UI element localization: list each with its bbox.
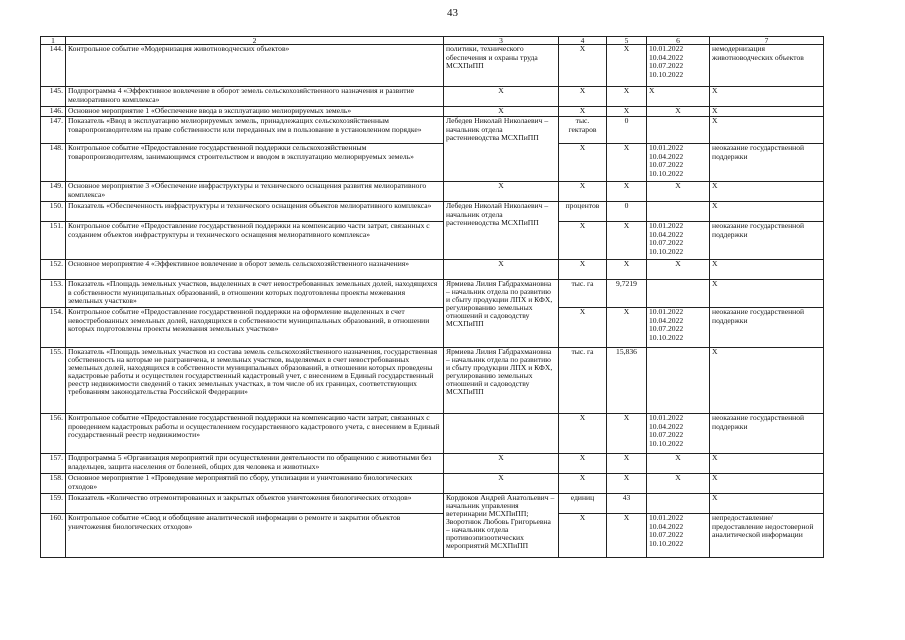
row-name: Показатель «Площадь земельных участков из состава земель сельскохозяйственного назначения, государственная собственность на которые не разграничена, и земельных участков, выделяемых в счет невостребованных земельных долей, находящихся в собственности муниципальных образований, в отношении которых проведены кадастровые работы и осуществлен государственный кадастровый учет, с внесением в Единый государственный реестр недвижимости сведений о таких земельных участках, в том числе об их границах, соответствующих требованиям законодательства Российской Федерации» <box>66 348 444 414</box>
row-risk: непредоставление/предоставление недостоверной аналитической информации <box>710 514 824 558</box>
row-name: Показатель «Обеспеченность инфраструктуры и технического оснащения объектов мелиоративного комплекса» <box>66 202 444 222</box>
row-number: 160. <box>41 514 66 558</box>
table-row <box>41 308 824 348</box>
table-row <box>41 202 824 222</box>
row-name: Основное мероприятие 1 «Проведение мероприятий по сбору, утилизации и уничтожению биологических отходов» <box>66 474 444 494</box>
row-responsible: Лебедев Николай Николаевич – начальник отдела растениеводства МСХПиПП <box>444 117 559 182</box>
row-name: Показатель «Площадь земельных участков, выделенных в счет невостребованных земельных долей, находящихся в собственности муниципальных образований, в отношении которых подготовлены проекты межевания земельных участков» <box>66 280 444 308</box>
row-unit: X <box>559 87 607 107</box>
row-dates <box>647 348 710 414</box>
row-dates: 10.01.2022 10.04.2022 10.07.2022 10.10.2022 <box>647 45 710 87</box>
row-number: 155. <box>41 348 66 414</box>
table-row <box>41 182 824 202</box>
row-risk: неоказание государственной поддержки <box>710 144 824 182</box>
row-risk: X <box>710 87 824 107</box>
row-dates: X <box>647 182 710 202</box>
row-number: 147. <box>41 117 66 144</box>
header-cell: 2 <box>66 37 444 45</box>
row-number: 154. <box>41 308 66 348</box>
row-responsible: X <box>444 87 559 107</box>
header-cell: 1 <box>41 37 66 45</box>
row-unit: единиц <box>559 494 607 514</box>
table-row <box>41 280 824 308</box>
row-unit: тыс. гектаров <box>559 117 607 144</box>
row-number: 150. <box>41 202 66 222</box>
control-events-table <box>40 36 824 558</box>
row-number: 159. <box>41 494 66 514</box>
row-name: Контрольное событие «Предоставление государственной поддержки сельскохозяйственным товаропроизводителям, занимающимся строительством и вводом в эксплуатацию мелиорируемых земель» <box>66 144 444 182</box>
row-name: Контрольное событие «Свод и обобщение аналитической информации о ремонте и закрытии объектов уничтожения биологических отходов» <box>66 514 444 558</box>
row-responsible: X <box>444 454 559 474</box>
row-value: X <box>607 107 647 117</box>
row-name: Показатель «Количество отремонтированных и закрытых объектов уничтожения биологических отходов» <box>66 494 444 514</box>
row-dates <box>647 202 710 222</box>
row-responsible: Ярмиева Лилия Габдрахмановна – начальник отдела по развитию и сбыту продукции ЛПХ и КФХ, регулированию земельных отношений и садоводству МСХПиПП <box>444 348 559 414</box>
row-value: X <box>607 144 647 182</box>
table-row <box>41 144 824 182</box>
row-value: 0 <box>607 202 647 222</box>
row-name: Подпрограмма 4 «Эффективное вовлечение в оборот земель сельскохозяйственного назначения и развитие мелиоративного комплекса» <box>66 87 444 107</box>
row-value: 43 <box>607 494 647 514</box>
row-name: Контрольное событие «Предоставление государственной поддержки на компенсацию части затрат, связанных с проведением кадастровых работы и осуществлением государственного кадастрового учета, с внесением в Единый государственный реестр недвижимости» <box>66 414 444 454</box>
row-risk: X <box>710 454 824 474</box>
table-row <box>41 222 824 260</box>
row-name: Контрольное событие «Предоставление государственной поддержки на оформление выделенных в счет невостребованных земельных долей, находящихся в собственности муниципальных образований, в отношении которых подготовлены проекты межевания земельных участков» <box>66 308 444 348</box>
row-risk: X <box>710 107 824 117</box>
row-value: 0 <box>607 117 647 144</box>
row-name: Показатель «Ввод в эксплуатацию мелиорируемых земель, принадлежащих сельскохозяйственным товаропроизводителям на праве собственности или переданных им в пользование в установленном порядке» <box>66 117 444 144</box>
row-unit: X <box>559 454 607 474</box>
row-risk: X <box>710 117 824 144</box>
row-dates: X <box>647 474 710 494</box>
row-dates: X <box>647 87 710 107</box>
row-risk: неоказание государственной поддержки <box>710 222 824 260</box>
row-risk: X <box>710 474 824 494</box>
header-row <box>41 37 824 45</box>
row-unit: тыс. га <box>559 348 607 414</box>
row-risk: X <box>710 260 824 280</box>
header-cell: 4 <box>559 37 607 45</box>
row-unit: X <box>559 144 607 182</box>
table-row <box>41 260 824 280</box>
header-cell: 7 <box>710 37 824 45</box>
row-number: 156. <box>41 414 66 454</box>
table-row <box>41 107 824 117</box>
row-name: Контрольное событие «Модернизация животноводческих объектов» <box>66 45 444 87</box>
row-unit: X <box>559 222 607 260</box>
table-row <box>41 454 824 474</box>
row-risk: X <box>710 182 824 202</box>
row-dates: 10.01.2022 10.04.2022 10.07.2022 10.10.2022 <box>647 144 710 182</box>
table-row <box>41 87 824 107</box>
row-number: 146. <box>41 107 66 117</box>
row-responsible: X <box>444 107 559 117</box>
row-responsible <box>444 414 559 454</box>
row-dates: 10.01.2022 10.04.2022 10.07.2022 10.10.2022 <box>647 308 710 348</box>
row-risk: X <box>710 348 824 414</box>
row-name: Основное мероприятие 4 «Эффективное вовлечение в оборот земель сельскохозяйственного назначения» <box>66 260 444 280</box>
row-number: 157. <box>41 454 66 474</box>
row-value: 15,836 <box>607 348 647 414</box>
row-number: 148. <box>41 144 66 182</box>
row-unit: X <box>559 414 607 454</box>
row-value: X <box>607 182 647 202</box>
row-value: X <box>607 308 647 348</box>
table-row <box>41 414 824 454</box>
row-unit: X <box>559 45 607 87</box>
row-risk: X <box>710 202 824 222</box>
header-cell: 5 <box>607 37 647 45</box>
row-number: 152. <box>41 260 66 280</box>
header-cell: 6 <box>647 37 710 45</box>
row-dates: 10.01.2022 10.04.2022 10.07.2022 10.10.2022 <box>647 514 710 558</box>
row-risk: X <box>710 494 824 514</box>
row-value: X <box>607 514 647 558</box>
row-risk: X <box>710 280 824 308</box>
row-dates: 10.01.2022 10.04.2022 10.07.2022 10.10.2022 <box>647 222 710 260</box>
row-value: X <box>607 260 647 280</box>
row-name: Основное мероприятие 1 «Обеспечение ввода в эксплуатацию мелиорируемых земель» <box>66 107 444 117</box>
row-dates <box>647 280 710 308</box>
row-responsible: Кордюков Андрей Анатольевич – начальник управления ветеринарии МСХПиПП; Зворотнюк Любовь Григорьевна – начальник отдела противоэпизоотических мероприятий МСХПиПП <box>444 494 559 558</box>
row-responsible: Ярмиева Лилия Габдрахмановна – начальник отдела по развитию и сбыту продукции ЛПХ и КФХ, регулированию земельных отношений и садоводству МСХПиПП <box>444 280 559 348</box>
page-number: 43 <box>447 7 458 19</box>
row-value: 9,7219 <box>607 280 647 308</box>
row-number: 149. <box>41 182 66 202</box>
row-value: X <box>607 414 647 454</box>
row-dates: X <box>647 107 710 117</box>
row-dates: 10.01.2022 10.04.2022 10.07.2022 10.10.2022 <box>647 414 710 454</box>
table-row <box>41 45 824 87</box>
row-name: Контрольное событие «Предоставление государственной поддержки на компенсацию части затрат, связанных с созданием объектов инфраструктуры и технического оснащения мелиоративного комплекса» <box>66 222 444 260</box>
table-row <box>41 514 824 558</box>
row-responsible: X <box>444 260 559 280</box>
row-unit: X <box>559 182 607 202</box>
row-number: 153. <box>41 280 66 308</box>
row-responsible: X <box>444 182 559 202</box>
row-dates <box>647 117 710 144</box>
row-responsible: политики, технического обеспечения и охраны труда МСХПиПП <box>444 45 559 87</box>
row-responsible: Лебедев Николай Николаевич – начальник отдела растениеводства МСХПиПП <box>444 202 559 260</box>
table-row <box>41 348 824 414</box>
row-dates <box>647 494 710 514</box>
row-unit: X <box>559 308 607 348</box>
row-risk: неоказание государственной поддержки <box>710 414 824 454</box>
row-risk: немодернизация животноводческих объектов <box>710 45 824 87</box>
row-unit: X <box>559 474 607 494</box>
row-unit: X <box>559 107 607 117</box>
row-number: 145. <box>41 87 66 107</box>
row-value: X <box>607 87 647 107</box>
row-value: X <box>607 222 647 260</box>
header-cell: 3 <box>444 37 559 45</box>
row-unit: тыс. га <box>559 280 607 308</box>
row-responsible: X <box>444 474 559 494</box>
row-number: 144. <box>41 45 66 87</box>
row-number: 158. <box>41 474 66 494</box>
row-unit: X <box>559 514 607 558</box>
row-dates: X <box>647 454 710 474</box>
table-row <box>41 474 824 494</box>
row-unit: X <box>559 260 607 280</box>
row-value: X <box>607 474 647 494</box>
row-value: X <box>607 454 647 474</box>
table-row <box>41 494 824 514</box>
row-value: X <box>607 45 647 87</box>
row-name: Подпрограмма 5 «Организация мероприятий при осуществлении деятельности по обращению с животными без владельцев, защита населения от болезней, общих для человека и животных» <box>66 454 444 474</box>
table-row <box>41 117 824 144</box>
row-dates: X <box>647 260 710 280</box>
row-name: Основное мероприятие 3 «Обеспечение инфраструктуры и технического оснащения развития мелиоративного комплекса» <box>66 182 444 202</box>
row-risk: неоказание государственной поддержки <box>710 308 824 348</box>
row-unit: процентов <box>559 202 607 222</box>
row-number: 151. <box>41 222 66 260</box>
